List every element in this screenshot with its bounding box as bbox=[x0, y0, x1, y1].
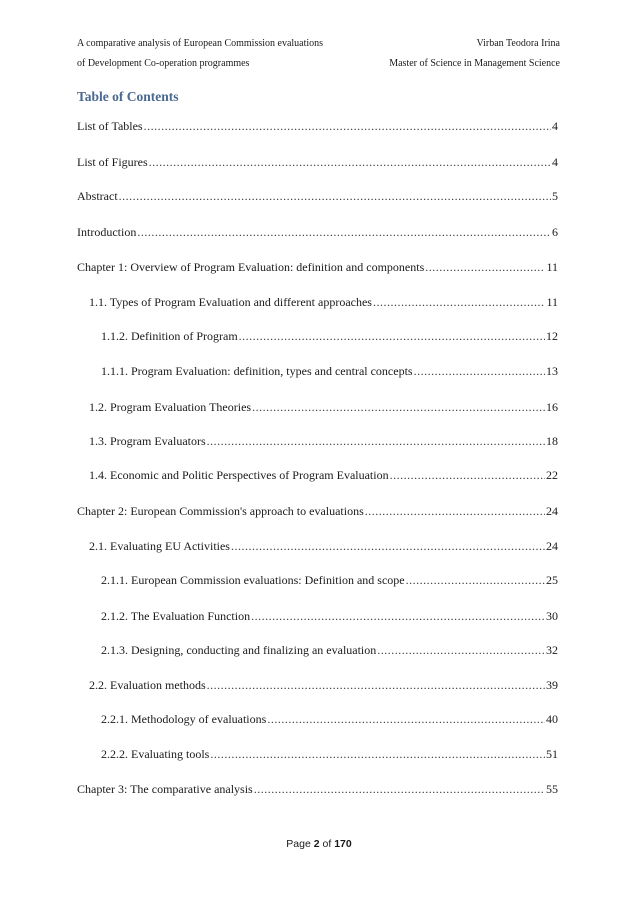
header-degree: Master of Science in Management Science bbox=[389, 58, 560, 69]
toc-leader-dots bbox=[210, 747, 545, 762]
toc-entry-page: 11 bbox=[546, 260, 558, 274]
toc-leader-dots bbox=[251, 609, 545, 624]
toc-entry-text: 1.3. Program Evaluators bbox=[89, 434, 206, 448]
header-title-line2: of Development Co-operation programmes bbox=[77, 58, 250, 69]
toc-entry-2-1[interactable] bbox=[89, 539, 558, 554]
toc-entry-page: 4 bbox=[552, 119, 558, 133]
toc-entry-page: 16 bbox=[546, 400, 558, 414]
toc-leader-dots bbox=[254, 782, 545, 797]
toc-leader-dots bbox=[119, 189, 551, 204]
toc-entry-page: 18 bbox=[546, 434, 558, 448]
header-title-line1: A comparative analysis of European Commission evaluations bbox=[77, 38, 324, 49]
toc-entry-page: 5 bbox=[552, 189, 558, 203]
toc-entry-text: 1.4. Economic and Politic Perspectives of Program Evaluation bbox=[89, 468, 389, 482]
toc-leader-dots bbox=[149, 155, 551, 170]
page-footer bbox=[0, 838, 638, 850]
toc-entry-text: List of Tables bbox=[77, 119, 143, 133]
toc-entry-2-1-1[interactable] bbox=[101, 573, 558, 588]
toc-entry-text: Chapter 1: Overview of Program Evaluation: definition and components bbox=[77, 260, 425, 274]
toc-entry-text: 1.1.1. Program Evaluation: definition, types and central concepts bbox=[101, 364, 413, 378]
toc-entry-page: 30 bbox=[546, 609, 558, 623]
toc-entry-1-1-1[interactable] bbox=[101, 364, 558, 379]
toc-entry-text: 2.1.3. Designing, conducting and finalizing an evaluation bbox=[101, 643, 377, 657]
toc-entry-text: 2.2.1. Methodology of evaluations bbox=[101, 712, 267, 726]
toc-entry-2-2-1[interactable] bbox=[101, 712, 558, 727]
toc-entry-1-1-2[interactable] bbox=[101, 329, 558, 344]
toc-leader-dots bbox=[144, 119, 551, 134]
toc-leader-dots bbox=[365, 504, 545, 519]
toc-leader-dots bbox=[425, 260, 545, 275]
toc-entry-text: Abstract bbox=[77, 189, 118, 203]
header-author: Virban Teodora Irina bbox=[476, 38, 560, 49]
toc-entry-chapter-3[interactable] bbox=[77, 782, 558, 797]
toc-entry-list-of-figures[interactable] bbox=[77, 155, 558, 170]
footer-page-total: 170 bbox=[334, 838, 352, 850]
toc-entry-page: 25 bbox=[546, 573, 558, 587]
footer-page-number: 2 bbox=[313, 838, 320, 850]
footer-page-word: Page bbox=[286, 838, 311, 850]
toc-entry-chapter-1[interactable] bbox=[77, 260, 558, 275]
toc-entry-list-of-tables[interactable] bbox=[77, 119, 558, 134]
toc-entry-page: 40 bbox=[546, 712, 558, 726]
toc-leader-dots bbox=[414, 364, 545, 379]
toc-leader-dots bbox=[207, 434, 545, 449]
toc-entry-text: 2.2. Evaluation methods bbox=[89, 678, 206, 692]
toc-entry-page: 55 bbox=[546, 782, 558, 796]
toc-entry-abstract[interactable] bbox=[77, 189, 558, 204]
toc-entry-text: Chapter 3: The comparative analysis bbox=[77, 782, 253, 796]
toc-entry-page: 6 bbox=[552, 225, 558, 239]
toc-entry-page: 39 bbox=[546, 678, 558, 692]
toc-leader-dots bbox=[239, 329, 545, 344]
toc-entry-text: Chapter 2: European Commission's approach to evaluations bbox=[77, 504, 364, 518]
toc-leader-dots bbox=[377, 643, 545, 658]
footer-of-word: of bbox=[322, 838, 332, 850]
toc-entry-chapter-2[interactable] bbox=[77, 504, 558, 519]
toc-entry-2-1-3[interactable] bbox=[101, 643, 558, 658]
toc-entry-page: 4 bbox=[552, 155, 558, 169]
toc-leader-dots bbox=[406, 573, 545, 588]
toc-entry-page: 12 bbox=[546, 329, 558, 343]
toc-entry-text: List of Figures bbox=[77, 155, 148, 169]
toc-leader-dots bbox=[373, 295, 545, 310]
toc-entry-page: 51 bbox=[546, 747, 558, 761]
toc-entry-text: 2.1.2. The Evaluation Function bbox=[101, 609, 251, 623]
toc-entry-introduction[interactable] bbox=[77, 225, 558, 240]
toc-entry-page: 13 bbox=[546, 364, 558, 378]
toc-entry-1-2[interactable] bbox=[89, 400, 558, 415]
toc-leader-dots bbox=[231, 539, 545, 554]
toc-entry-2-2[interactable] bbox=[89, 678, 558, 693]
toc-entry-text: 2.2.2. Evaluating tools bbox=[101, 747, 210, 761]
toc-title: Table of Contents bbox=[77, 89, 179, 104]
toc-entry-text: 2.1. Evaluating EU Activities bbox=[89, 539, 230, 553]
toc-entry-text: Introduction bbox=[77, 225, 137, 239]
toc-leader-dots bbox=[267, 712, 545, 727]
toc-leader-dots bbox=[207, 678, 545, 693]
toc-entry-2-2-2[interactable] bbox=[101, 747, 558, 762]
toc-entry-1-4[interactable] bbox=[89, 468, 558, 483]
toc-entry-page: 32 bbox=[546, 643, 558, 657]
toc-entry-1-3[interactable] bbox=[89, 434, 558, 449]
toc-entry-text: 1.2. Program Evaluation Theories bbox=[89, 400, 252, 414]
toc-leader-dots bbox=[137, 225, 551, 240]
toc-leader-dots bbox=[252, 400, 545, 415]
toc-entry-page: 11 bbox=[546, 295, 558, 309]
toc-entry-text: 2.1.1. European Commission evaluations: Definition and scope bbox=[101, 573, 405, 587]
toc-entry-text: 1.1.2. Definition of Program bbox=[101, 329, 238, 343]
toc-entry-text: 1.1. Types of Program Evaluation and different approaches bbox=[89, 295, 372, 309]
toc-entry-1-1[interactable] bbox=[89, 295, 558, 310]
toc-entry-2-1-2[interactable] bbox=[101, 609, 558, 624]
toc-leader-dots bbox=[390, 468, 545, 483]
toc-entry-page: 22 bbox=[546, 468, 558, 482]
toc-entry-page: 24 bbox=[546, 539, 558, 553]
toc-entry-page: 24 bbox=[546, 504, 558, 518]
